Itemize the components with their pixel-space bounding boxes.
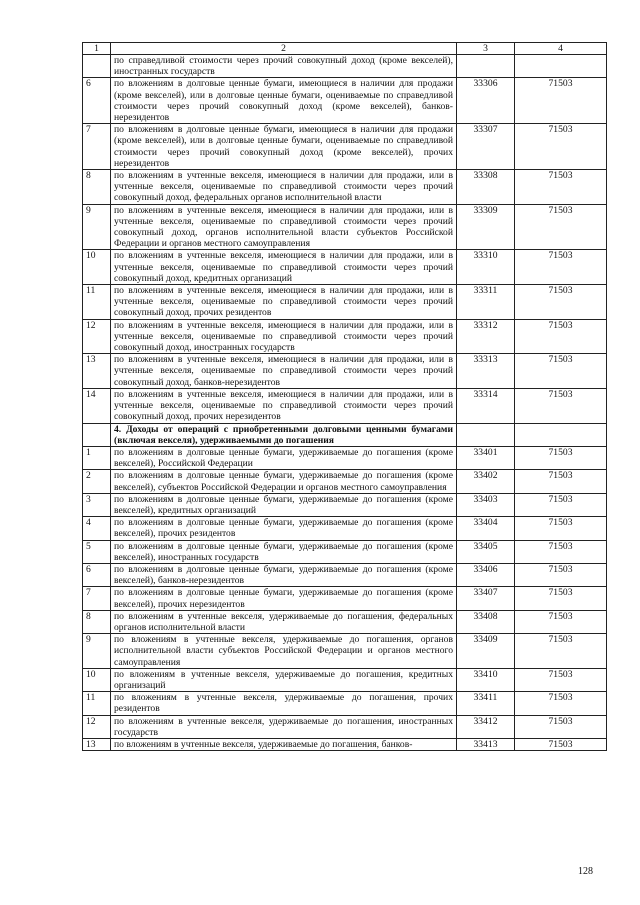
table-row	[83, 610, 607, 633]
table-row	[83, 55, 607, 78]
row-number	[83, 55, 111, 78]
account-number: 33308	[457, 170, 515, 205]
header-col-1: 1	[83, 43, 111, 55]
account-number: 33312	[457, 319, 515, 354]
account-number	[457, 423, 515, 446]
symbol-code: 71503	[515, 610, 607, 633]
row-description: по вложениям в долговые ценные бумаги, имеющиеся в наличии для продажи (кроме векселей), или в долговые ценные бумаги, оцениваемые по справедливой стоимости через прочий совокупный доход (кроме векселей), прочих нерезидентов	[111, 124, 457, 170]
symbol-code: 71503	[515, 517, 607, 540]
table-row	[83, 668, 607, 691]
row-number	[83, 423, 111, 446]
row-description: по вложениям в долговые ценные бумаги, имеющиеся в наличии для продажи (кроме векселей), или в долговые ценные бумаги, оцениваемые по справедливой стоимости через прочий совокупный доход (кроме векселей), банков-нерезидентов	[111, 78, 457, 124]
account-number: 33313	[457, 354, 515, 389]
header-col-4: 4	[515, 43, 607, 55]
table-row	[83, 470, 607, 493]
account-number: 33401	[457, 446, 515, 469]
row-number: 13	[83, 354, 111, 389]
header-row	[83, 43, 607, 55]
table-row	[83, 204, 607, 250]
row-description: по справедливой стоимости через прочий совокупный доход (кроме векселей), иностранных государств	[111, 55, 457, 78]
symbol-code: 71503	[515, 634, 607, 669]
symbol-code	[515, 55, 607, 78]
account-number	[457, 55, 515, 78]
symbol-code: 71503	[515, 587, 607, 610]
account-number: 33412	[457, 715, 515, 738]
table-row	[83, 493, 607, 516]
row-description: по вложениям в учтенные векселя, имеющиеся в наличии для продажи, или в учтенные векселя, оцениваемые по справедливой стоимости через прочий совокупный доход, федеральных органов исполнительной власти	[111, 170, 457, 205]
symbol-code: 71503	[515, 124, 607, 170]
header-col-2: 2	[111, 43, 457, 55]
symbol-code: 71503	[515, 319, 607, 354]
symbol-code: 71503	[515, 170, 607, 205]
row-description: по вложениям в учтенные векселя, имеющиеся в наличии для продажи, или в учтенные векселя, оцениваемые по справедливой стоимости через прочий совокупный доход, прочих резидентов	[111, 285, 457, 320]
account-number: 33402	[457, 470, 515, 493]
table-row	[83, 354, 607, 389]
account-number: 33309	[457, 204, 515, 250]
account-number: 33307	[457, 124, 515, 170]
page-number: 128	[578, 866, 593, 877]
row-description: по вложениям в учтенные векселя, имеющиеся в наличии для продажи, или в учтенные векселя, оцениваемые по справедливой стоимости через прочий совокупный доход, иностранных государств	[111, 319, 457, 354]
row-number: 6	[83, 78, 111, 124]
accounts-table	[82, 42, 607, 751]
table-row	[83, 388, 607, 423]
row-number: 1	[83, 446, 111, 469]
row-description: по вложениям в учтенные векселя, удерживаемые до погашения, кредитных организаций	[111, 668, 457, 691]
row-number: 13	[83, 738, 111, 750]
row-number: 4	[83, 517, 111, 540]
row-number: 12	[83, 715, 111, 738]
symbol-code: 71503	[515, 250, 607, 285]
symbol-code: 71503	[515, 563, 607, 586]
row-description: по вложениям в учтенные векселя, удерживаемые до погашения, иностранных государств	[111, 715, 457, 738]
symbol-code: 71503	[515, 715, 607, 738]
symbol-code: 71503	[515, 354, 607, 389]
section-heading-row	[83, 423, 607, 446]
row-description: по вложениям в учтенные векселя, имеющиеся в наличии для продажи, или в учтенные векселя, оцениваемые по справедливой стоимости через прочий совокупный доход, кредитных организаций	[111, 250, 457, 285]
table-row	[83, 692, 607, 715]
row-description: по вложениям в учтенные векселя, удерживаемые до погашения, прочих резидентов	[111, 692, 457, 715]
section-heading: 4. Доходы от операций с приобретенными долговыми ценными бумагами (включая векселя), удерживаемыми до погашения	[111, 423, 457, 446]
table-row	[83, 540, 607, 563]
row-number: 9	[83, 634, 111, 669]
account-number: 33314	[457, 388, 515, 423]
table-row	[83, 285, 607, 320]
symbol-code: 71503	[515, 668, 607, 691]
row-description: по вложениям в долговые ценные бумаги, удерживаемые до погашения (кроме векселей), банков-нерезидентов	[111, 563, 457, 586]
account-number: 33409	[457, 634, 515, 669]
row-description: по вложениям в учтенные векселя, имеющиеся в наличии для продажи, или в учтенные векселя, оцениваемые по справедливой стоимости через прочий совокупный доход, органов исполнительной власти субъектов Российской Федерации и органов местного самоуправления	[111, 204, 457, 250]
row-number: 7	[83, 124, 111, 170]
symbol-code: 71503	[515, 470, 607, 493]
header-col-3: 3	[457, 43, 515, 55]
row-description: по вложениям в долговые ценные бумаги, удерживаемые до погашения (кроме векселей), Российской Федерации	[111, 446, 457, 469]
row-description: по вложениям в учтенные векселя, удерживаемые до погашения, органов исполнительной власти субъектов Российской Федерации и органов местного самоуправления	[111, 634, 457, 669]
row-description: по вложениям в долговые ценные бумаги, удерживаемые до погашения (кроме векселей), иностранных государств	[111, 540, 457, 563]
row-description: по вложениям в долговые ценные бумаги, удерживаемые до погашения (кроме векселей), кредитных организаций	[111, 493, 457, 516]
table-row	[83, 587, 607, 610]
row-number: 6	[83, 563, 111, 586]
table-body	[83, 55, 607, 751]
account-number: 33410	[457, 668, 515, 691]
account-number: 33311	[457, 285, 515, 320]
symbol-code: 71503	[515, 78, 607, 124]
row-description: по вложениям в учтенные векселя, имеющиеся в наличии для продажи, или в учтенные векселя, оцениваемые по справедливой стоимости через прочий совокупный доход, прочих нерезидентов	[111, 388, 457, 423]
symbol-code: 71503	[515, 692, 607, 715]
symbol-code: 71503	[515, 388, 607, 423]
symbol-code: 71503	[515, 285, 607, 320]
table-row	[83, 517, 607, 540]
account-number: 33403	[457, 493, 515, 516]
row-number: 8	[83, 610, 111, 633]
row-number: 3	[83, 493, 111, 516]
symbol-code: 71503	[515, 204, 607, 250]
account-number: 33310	[457, 250, 515, 285]
account-number: 33408	[457, 610, 515, 633]
account-number: 33413	[457, 738, 515, 750]
table-row	[83, 319, 607, 354]
row-description: по вложениям в долговые ценные бумаги, удерживаемые до погашения (кроме векселей), субъектов Российской Федерации и органов местного самоуправления	[111, 470, 457, 493]
account-number: 33405	[457, 540, 515, 563]
table-row	[83, 446, 607, 469]
symbol-code: 71503	[515, 738, 607, 750]
account-number: 33404	[457, 517, 515, 540]
row-description: по вложениям в учтенные векселя, удерживаемые до погашения, федеральных органов исполнительной власти	[111, 610, 457, 633]
table-row	[83, 250, 607, 285]
row-number: 12	[83, 319, 111, 354]
table-row	[83, 634, 607, 669]
row-description: по вложениям в учтенные векселя, удерживаемые до погашения, банков-	[111, 738, 457, 750]
table-row	[83, 124, 607, 170]
row-number: 9	[83, 204, 111, 250]
row-number: 5	[83, 540, 111, 563]
table-row	[83, 78, 607, 124]
table-row	[83, 563, 607, 586]
row-number: 10	[83, 250, 111, 285]
row-number: 11	[83, 285, 111, 320]
table-row	[83, 738, 607, 750]
account-number: 33407	[457, 587, 515, 610]
symbol-code: 71503	[515, 540, 607, 563]
row-number: 8	[83, 170, 111, 205]
account-number: 33306	[457, 78, 515, 124]
account-number: 33406	[457, 563, 515, 586]
symbol-code: 71503	[515, 446, 607, 469]
row-description: по вложениям в учтенные векселя, имеющиеся в наличии для продажи, или в учтенные векселя, оцениваемые по справедливой стоимости через прочий совокупный доход, банков-нерезидентов	[111, 354, 457, 389]
symbol-code	[515, 423, 607, 446]
row-number: 10	[83, 668, 111, 691]
row-number: 14	[83, 388, 111, 423]
account-number: 33411	[457, 692, 515, 715]
row-number: 2	[83, 470, 111, 493]
row-number: 7	[83, 587, 111, 610]
row-description: по вложениям в долговые ценные бумаги, удерживаемые до погашения (кроме векселей), прочих резидентов	[111, 517, 457, 540]
table-row	[83, 170, 607, 205]
row-description: по вложениям в долговые ценные бумаги, удерживаемые до погашения (кроме векселей), прочих нерезидентов	[111, 587, 457, 610]
symbol-code: 71503	[515, 493, 607, 516]
table-row	[83, 715, 607, 738]
row-number: 11	[83, 692, 111, 715]
